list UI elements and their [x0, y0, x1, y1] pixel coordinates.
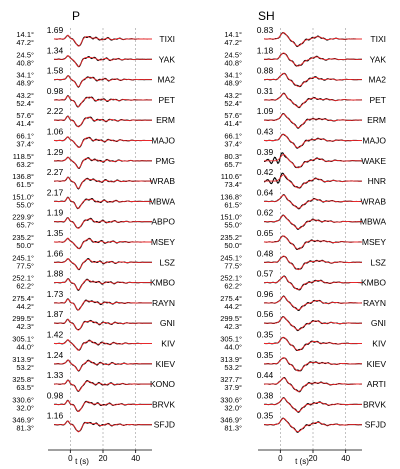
trace-row — [12, 187, 175, 209]
azimuth-label: 66.1° — [224, 131, 242, 141]
azimuth-label: 330.6° — [12, 395, 34, 405]
trace-row — [224, 127, 386, 149]
trace-row — [12, 228, 175, 250]
azimuth-label: 136.8° — [220, 192, 242, 202]
azimuth-label: 14.1° — [224, 30, 242, 39]
trace-row — [12, 289, 175, 311]
azimuth-label: 57.6° — [16, 111, 34, 121]
amplitude-label: 0.31 — [256, 85, 274, 96]
panel-title-SH: SH — [258, 9, 275, 23]
azimuth-label: 110.6° — [220, 172, 242, 182]
distance-label: 44.2° — [16, 301, 34, 311]
azimuth-label: 245.1° — [220, 253, 242, 263]
station-label: GNI — [370, 318, 386, 329]
distance-label: 77.5° — [224, 261, 242, 271]
station-label: LSZ — [370, 257, 386, 268]
azimuth-label: 80.3° — [224, 151, 242, 161]
distance-label: 48.9° — [224, 78, 242, 88]
azimuth-label: 118.5° — [12, 151, 34, 161]
distance-label: 55.0° — [224, 220, 242, 230]
amplitude-label: 1.58 — [46, 65, 64, 76]
observed-waveform — [54, 218, 152, 228]
panel-SH — [220, 9, 386, 463]
azimuth-label: 313.9° — [12, 354, 34, 364]
azimuth-label: 136.8° — [12, 172, 34, 182]
station-label: GNI — [159, 318, 175, 329]
synthetic-waveform — [264, 33, 362, 46]
distance-label: 50.0° — [16, 241, 34, 250]
amplitude-label: 0.96 — [256, 288, 274, 299]
trace-row — [220, 309, 386, 331]
azimuth-label: 43.2° — [16, 90, 34, 100]
azimuth-label: 275.4° — [220, 293, 242, 303]
azimuth-label: 235.2° — [12, 233, 34, 242]
station-label: YAK — [158, 54, 175, 65]
azimuth-label: 305.1° — [12, 334, 34, 344]
trace-row — [220, 370, 386, 392]
amplitude-label: 1.33 — [46, 370, 64, 381]
azimuth-label: 275.4° — [12, 293, 34, 303]
distance-label: 61.5° — [224, 200, 242, 210]
amplitude-label: 1.16 — [46, 410, 64, 421]
azimuth-label: 151.0° — [220, 212, 242, 222]
azimuth-label: 346.9° — [12, 415, 34, 425]
station-label: KIV — [372, 338, 386, 349]
azimuth-label: 252.1° — [12, 273, 34, 283]
azimuth-label: 299.5° — [220, 314, 242, 324]
distance-label: 77.5° — [16, 261, 34, 271]
distance-label: 44.0° — [224, 342, 242, 352]
amplitude-label: 1.24 — [46, 349, 64, 360]
azimuth-label: 305.1° — [220, 334, 242, 344]
station-label: PMG — [155, 155, 175, 166]
amplitude-label: 1.06 — [46, 126, 64, 137]
amplitude-label: 0.98 — [46, 85, 64, 96]
station-label: RAYN — [152, 297, 175, 308]
station-label: TIXI — [370, 34, 386, 44]
trace-row — [12, 350, 175, 372]
observed-waveform — [54, 157, 152, 168]
trace-row — [220, 350, 386, 372]
trace-row — [16, 45, 175, 67]
amplitude-label: 1.73 — [46, 288, 64, 299]
azimuth-label: 327.7° — [220, 375, 242, 385]
amplitude-label: 1.42 — [46, 329, 64, 340]
amplitude-label: 0.35 — [256, 329, 274, 340]
azimuth-label: 313.9° — [220, 354, 242, 364]
station-label: MAJO — [362, 135, 386, 146]
distance-label: 73.4° — [224, 180, 242, 190]
amplitude-label: 0.35 — [256, 349, 274, 360]
trace-row — [16, 86, 175, 108]
trace-row — [220, 269, 386, 291]
observed-waveform — [54, 177, 152, 189]
azimuth-label: 245.1° — [12, 253, 34, 263]
synthetic-waveform — [264, 317, 362, 330]
amplitude-label: 1.19 — [46, 207, 64, 218]
distance-label: 52.4° — [224, 98, 242, 108]
station-label: MBWA — [359, 216, 386, 227]
panel-title-P: P — [72, 9, 81, 23]
trace-row — [224, 106, 386, 128]
distance-label: 44.2° — [224, 301, 242, 311]
x-axis-label-P: t (s) — [75, 457, 89, 466]
distance-label: 61.5° — [16, 180, 34, 190]
distance-label: 65.7° — [16, 220, 34, 230]
trace-row — [224, 25, 386, 47]
amplitude-label: 1.88 — [46, 268, 64, 279]
distance-label: 42.3° — [16, 322, 34, 332]
distance-label: 37.4° — [16, 139, 34, 149]
distance-label: 62.2° — [224, 281, 242, 291]
distance-label: 53.2° — [224, 362, 242, 372]
azimuth-label: 151.0° — [12, 192, 34, 202]
trace-row — [12, 390, 175, 412]
trace-row — [13, 147, 175, 169]
trace-row — [12, 167, 175, 189]
trace-row — [12, 330, 175, 352]
station-label: TIXI — [159, 34, 175, 44]
azimuth-label: 325.8° — [12, 375, 34, 385]
station-label: KONO — [149, 379, 175, 390]
trace-row — [12, 411, 175, 433]
trace-row — [220, 208, 386, 230]
azimuth-label: 330.6° — [220, 395, 242, 405]
station-label: WAKE — [361, 155, 386, 166]
synthetic-waveform — [54, 198, 152, 209]
amplitude-label: 1.35 — [46, 228, 64, 238]
trace-row — [12, 309, 175, 331]
trace-row — [220, 330, 386, 352]
station-label: YAK — [369, 54, 386, 65]
station-label: KMBO — [149, 277, 175, 288]
amplitude-label: 0.42 — [256, 167, 274, 178]
amplitude-label: 1.18 — [256, 45, 274, 56]
amplitude-label: 1.09 — [256, 106, 274, 117]
synthetic-waveform — [54, 177, 152, 188]
amplitude-label: 0.48 — [256, 248, 274, 259]
station-label: KMBO — [360, 277, 386, 288]
x-tick-label: 0 — [68, 454, 73, 463]
panel-P — [12, 9, 175, 463]
azimuth-label: 235.2° — [220, 233, 242, 242]
trace-row — [220, 228, 386, 250]
azimuth-label: 34.1° — [224, 70, 242, 80]
distance-label: 63.2° — [16, 159, 34, 169]
x-tick-label: 20 — [98, 454, 108, 463]
azimuth-label: 346.9° — [220, 415, 242, 425]
trace-row — [221, 167, 386, 189]
distance-label: 47.2° — [16, 38, 34, 47]
amplitude-label: 0.38 — [256, 390, 274, 401]
trace-row — [224, 45, 386, 67]
amplitude-label: 1.34 — [46, 45, 64, 56]
x-tick-label: 20 — [308, 454, 318, 463]
distance-label: 42.3° — [224, 322, 242, 332]
azimuth-label: 43.2° — [224, 90, 242, 100]
station-label: MA2 — [157, 74, 175, 85]
trace-row — [12, 370, 175, 392]
amplitude-label: 1.87 — [46, 309, 64, 320]
trace-row — [224, 86, 386, 108]
trace-row — [12, 248, 175, 270]
distance-label: 40.8° — [224, 58, 242, 68]
amplitude-label: 0.43 — [256, 126, 274, 137]
distance-label: 40.8° — [16, 58, 34, 68]
amplitude-label: 1.69 — [46, 25, 64, 35]
trace-row — [224, 147, 386, 169]
azimuth-label: 299.5° — [12, 314, 34, 324]
station-label: MBWA — [148, 196, 175, 207]
distance-label: 81.3° — [224, 423, 242, 433]
station-label: BRVK — [363, 399, 386, 410]
trace-row — [16, 106, 175, 128]
amplitude-label: 0.83 — [256, 25, 274, 35]
trace-row — [220, 390, 386, 412]
synthetic-waveform — [264, 297, 362, 310]
station-label: ERM — [156, 115, 175, 126]
amplitude-label: 2.27 — [46, 167, 64, 178]
distance-label: 50.0° — [224, 241, 242, 250]
amplitude-label: 0.62 — [256, 207, 274, 218]
station-label: MSEY — [361, 237, 386, 247]
station-label: BRVK — [152, 399, 175, 410]
station-label: LSZ — [159, 257, 175, 268]
trace-row — [224, 66, 386, 88]
x-tick-label: 0 — [278, 454, 283, 463]
distance-label: 81.3° — [16, 423, 34, 433]
station-label: MA2 — [368, 74, 386, 85]
observed-waveform — [54, 197, 152, 208]
trace-row — [16, 127, 175, 149]
distance-label: 32.0° — [16, 403, 34, 413]
distance-label: 41.4° — [224, 119, 242, 129]
amplitude-label: 1.66 — [46, 248, 64, 259]
azimuth-label: 34.1° — [16, 70, 34, 80]
azimuth-label: 229.9° — [12, 212, 34, 222]
trace-row — [220, 187, 386, 209]
station-label: PET — [369, 94, 386, 105]
distance-label: 62.2° — [16, 281, 34, 291]
amplitude-label: 0.64 — [256, 187, 274, 198]
amplitude-label: 0.44 — [256, 370, 274, 381]
distance-label: 52.4° — [16, 98, 34, 108]
amplitude-label: 0.39 — [256, 146, 274, 157]
x-axis-label-SH: t (s) — [295, 457, 309, 466]
distance-label: 47.2° — [224, 38, 242, 47]
amplitude-label: 2.17 — [46, 187, 64, 198]
station-label: ERM — [367, 115, 386, 126]
distance-label: 37.9° — [224, 383, 242, 393]
trace-row — [220, 248, 386, 270]
distance-label: 65.7° — [224, 159, 242, 169]
azimuth-label: 66.1° — [16, 131, 34, 141]
trace-row — [16, 66, 175, 88]
distance-label: 63.5° — [16, 383, 34, 393]
azimuth-label: 24.5° — [224, 50, 242, 60]
station-label: RAYN — [363, 297, 386, 308]
station-label: MSEY — [150, 237, 175, 247]
station-label: WRAB — [360, 196, 386, 207]
azimuth-label: 252.1° — [220, 273, 242, 283]
trace-row — [12, 269, 175, 291]
amplitude-label: 2.22 — [46, 106, 64, 117]
distance-label: 41.4° — [16, 119, 34, 129]
x-tick-label: 40 — [341, 454, 351, 463]
station-label: KIEV — [366, 358, 386, 369]
trace-row — [12, 208, 175, 230]
distance-label: 44.0° — [16, 342, 34, 352]
amplitude-label: 0.88 — [256, 65, 274, 76]
distance-label: 53.2° — [16, 362, 34, 372]
station-label: MAJO — [151, 135, 175, 146]
azimuth-label: 57.6° — [224, 111, 242, 121]
trace-row — [16, 25, 175, 47]
station-label: SFJD — [364, 419, 386, 430]
distance-label: 48.9° — [16, 78, 34, 88]
station-label: HNR — [367, 176, 386, 187]
amplitude-label: 1.29 — [46, 146, 64, 157]
station-label: WRAB — [149, 176, 175, 187]
distance-label: 55.0° — [16, 200, 34, 210]
amplitude-label: 0.56 — [256, 309, 274, 320]
synthetic-waveform — [264, 276, 362, 289]
station-label: PET — [158, 94, 175, 105]
station-label: SFJD — [153, 419, 175, 430]
trace-row — [220, 411, 386, 433]
station-label: ABPO — [151, 216, 175, 227]
distance-label: 37.4° — [224, 139, 242, 149]
observed-waveform — [54, 238, 152, 248]
station-label: ARTI — [366, 379, 386, 390]
amplitude-label: 0.57 — [256, 268, 274, 279]
x-tick-label: 40 — [131, 454, 141, 463]
station-label: KIV — [161, 338, 175, 349]
trace-row — [220, 289, 386, 311]
synthetic-waveform — [264, 256, 362, 270]
amplitude-label: 0.98 — [46, 390, 64, 401]
azimuth-label: 14.1° — [16, 30, 34, 39]
amplitude-label: 0.65 — [256, 228, 274, 238]
station-label: KIEV — [155, 358, 175, 369]
distance-label: 32.0° — [224, 403, 242, 413]
azimuth-label: 24.5° — [16, 50, 34, 60]
amplitude-label: 0.35 — [256, 410, 274, 421]
